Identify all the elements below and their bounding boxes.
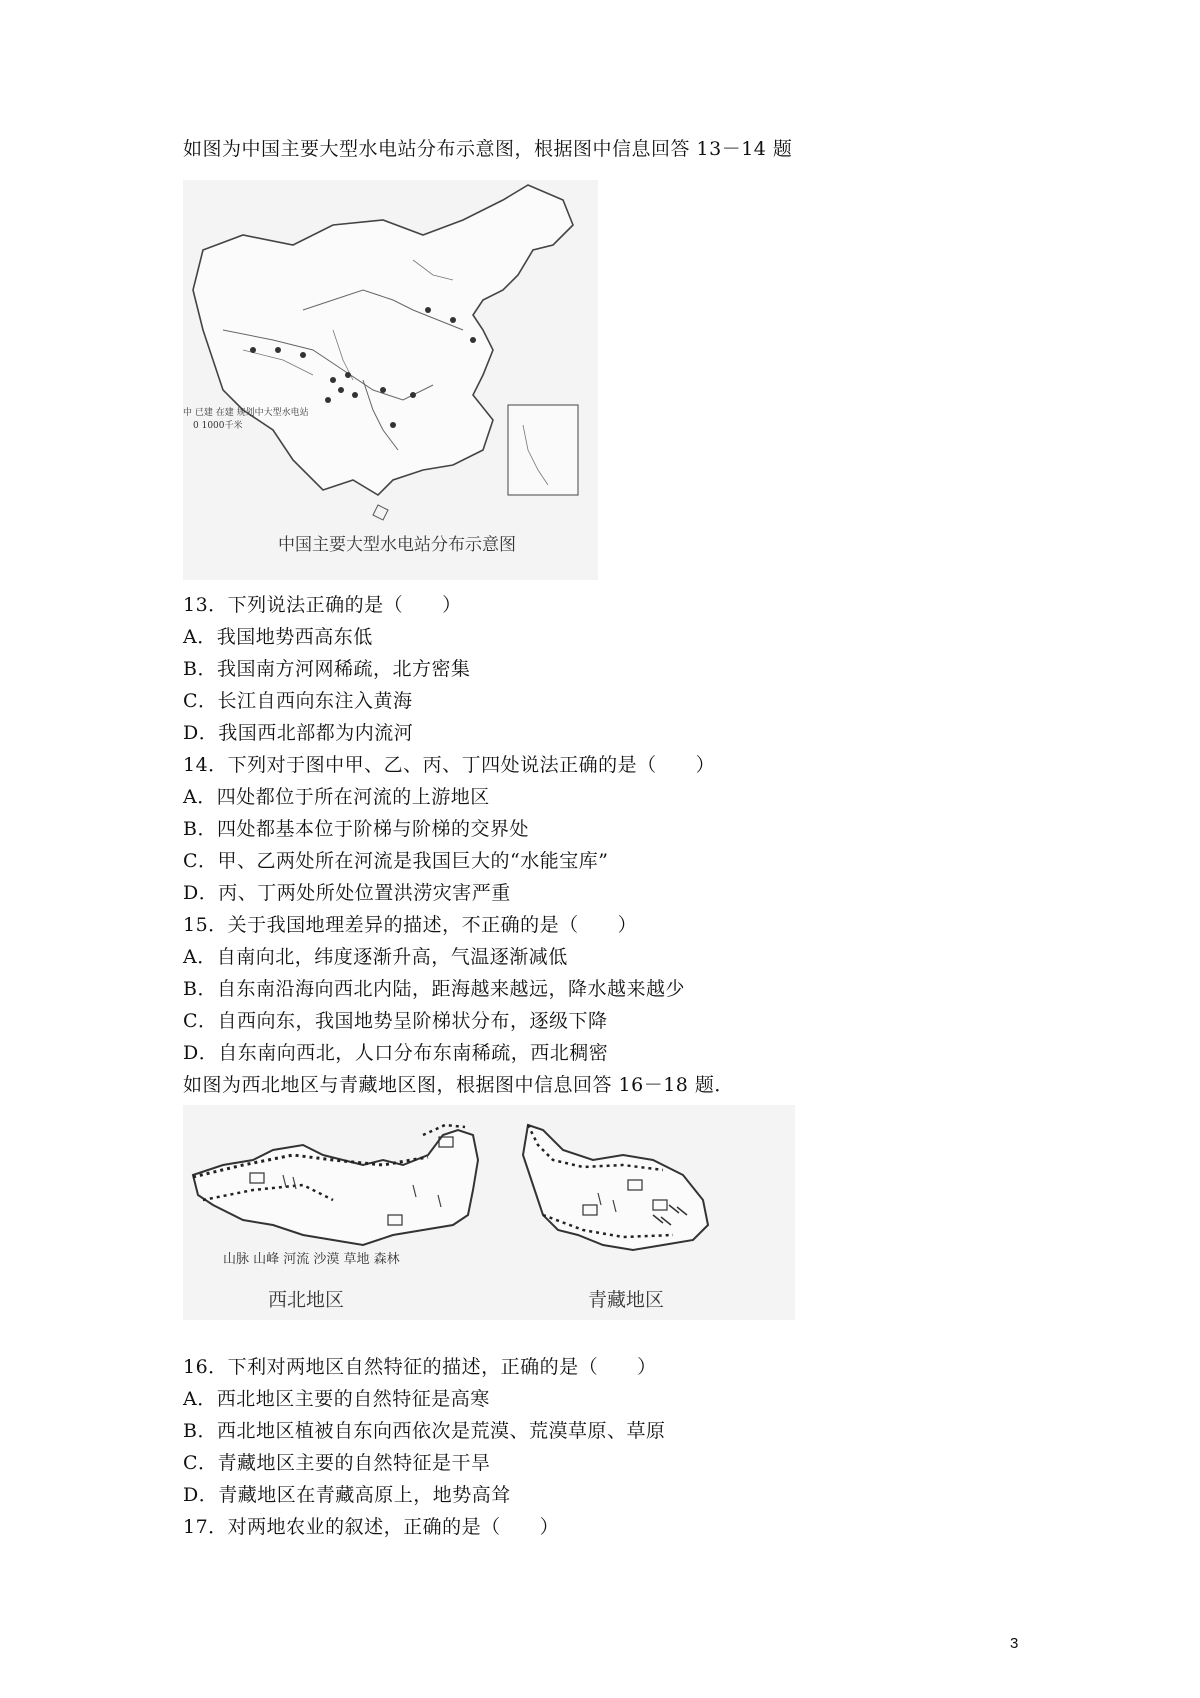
map1-legend-line1: 中 已建 在建 规划中大型水电站 xyxy=(183,408,309,418)
northwest-tibet-map xyxy=(183,1105,795,1320)
option-b: B．西北地区植被自东向西依次是荒漠、荒漠草原、草原 xyxy=(183,1420,666,1442)
intro-text-2: 如图为西北地区与青藏地区图，根据图中信息回答 16－18 题． xyxy=(183,1074,734,1096)
option-a: A．我国地势西高东低 xyxy=(183,626,373,648)
intro-text-1: 如图为中国主要大型水电站分布示意图，根据图中信息回答 13－14 题 xyxy=(183,138,793,160)
map1-legend-line2: 0 1000千米 xyxy=(193,421,243,431)
option-d: D．我国西北部都为内流河 xyxy=(183,722,414,744)
option-d: D．自东南向西北，人口分布东南稀疏，西北稠密 xyxy=(183,1042,609,1064)
option-d: D．丙、丁两处所处位置洪涝灾害严重 xyxy=(183,882,511,904)
question-stem: 13．下列说法正确的是（ ） xyxy=(183,594,462,616)
option-c: C．自西向东，我国地势呈阶梯状分布，逐级下降 xyxy=(183,1010,608,1032)
option-a: A．西北地区主要的自然特征是高寒 xyxy=(183,1388,490,1410)
question-stem: 16．下利对两地区自然特征的描述，正确的是（ ） xyxy=(183,1356,657,1378)
option-c: C．长江自西向东注入黄海 xyxy=(183,690,413,712)
map2-legend: 山脉 山峰 河流 沙漠 草地 森林 xyxy=(223,1252,400,1267)
option-d: D．青藏地区在青藏高原上，地势高耸 xyxy=(183,1484,511,1506)
question-stem: 17．对两地农业的叙述，正确的是（ ） xyxy=(183,1516,560,1538)
option-b: B．自东南沿海向西北内陆，距海越来越远，降水越来越少 xyxy=(183,978,685,1000)
option-b: B．我国南方河网稀疏，北方密集 xyxy=(183,658,471,680)
china-hydropower-map xyxy=(183,180,598,580)
option-a: A．四处都位于所在河流的上游地区 xyxy=(183,786,490,808)
map1-caption: 中国主要大型水电站分布示意图 xyxy=(278,535,516,555)
option-b: B．四处都基本位于阶梯与阶梯的交界处 xyxy=(183,818,529,840)
map2-label-northwest: 西北地区 xyxy=(268,1289,345,1311)
question-stem: 15．关于我国地理差异的描述，不正确的是（ ） xyxy=(183,914,638,936)
option-a: A．自南向北，纬度逐渐升高，气温逐渐减低 xyxy=(183,946,568,968)
option-c: C．青藏地区主要的自然特征是干旱 xyxy=(183,1452,491,1474)
page-number: 3 xyxy=(1010,1635,1019,1652)
option-c: C．甲、乙两处所在河流是我国巨大的“水能宝库” xyxy=(183,850,609,872)
map2-label-tibet: 青藏地区 xyxy=(588,1289,665,1311)
question-stem: 14．下列对于图中甲、乙、丙、丁四处说法正确的是（ ） xyxy=(183,754,716,776)
